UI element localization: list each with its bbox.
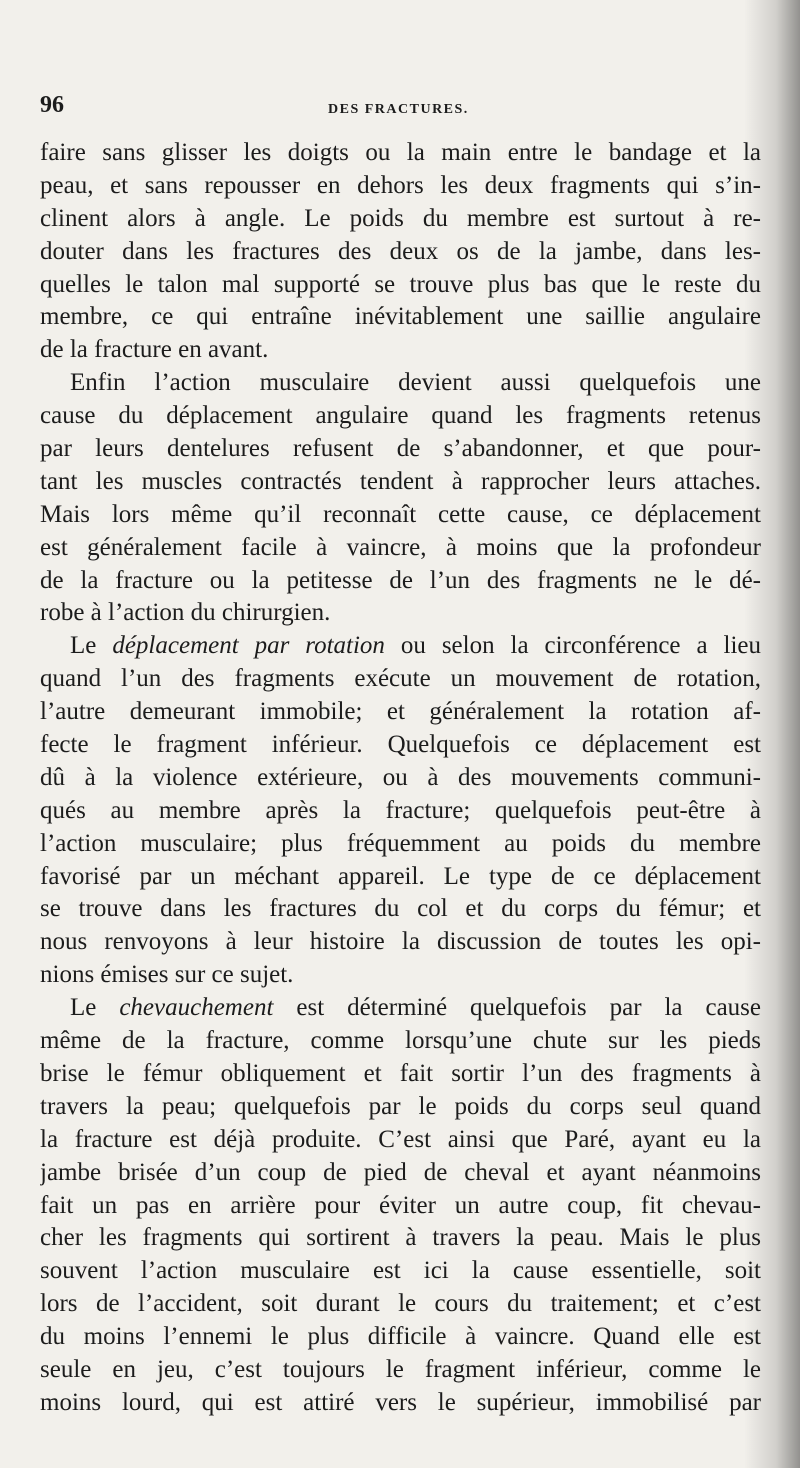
text-line: seule en jeu, c’est toujours le fragment inférieur, comme le — [40, 1355, 761, 1383]
text-line: tant les muscles contractés tendent à rapprocher leurs attaches. — [40, 467, 761, 495]
text-line: robe à l’action du chirurgien. — [40, 599, 331, 627]
text-line: nions émises sur ce sujet. — [40, 961, 294, 989]
text-line: clinent alors à angle. Le poids du membre est surtout à re- — [40, 204, 761, 232]
text-line: quelles le talon mal supporté se trouve plus bas que le reste du — [40, 270, 761, 298]
text-line: l’action musculaire; plus fréquemment au poids du membre — [40, 829, 761, 857]
body-text — [40, 137, 761, 1420]
text-line: nous renvoyons à leur histoire la discussion de toutes les opi- — [40, 928, 761, 956]
text-run: est déterminé quelquefois par la cause — [273, 994, 761, 1022]
text-line: même de la fracture, comme lorsqu’une chute sur les pieds — [40, 1027, 761, 1055]
text-line: de la fracture en avant. — [40, 336, 269, 364]
text-line: se trouve dans les fractures du col et du corps du fémur; et — [40, 895, 761, 923]
text-line: lors de l’accident, soit durant le cours du traitement; et c’est — [40, 1290, 761, 1318]
text-line: dû à la violence extérieure, ou à des mouvements communi- — [40, 763, 761, 791]
text-run: Le — [70, 994, 120, 1022]
text-line: l’autre demeurant immobile; et généralement la rotation af- — [40, 698, 761, 726]
text-line: cher les fragments qui sortirent à travers la peau. Mais le plus — [40, 1224, 761, 1252]
text-line: du moins l’ennemi le plus difficile à vaincre. Quand elle est — [40, 1323, 761, 1351]
text-line: membre, ce qui entraîne inévitablement une saillie angulaire — [40, 303, 761, 331]
text-line: jambe brisée d’un coup de pied de cheval et ayant néanmoins — [40, 1158, 761, 1186]
text-line — [40, 630, 761, 663]
text-line: Enfin l’action musculaire devient aussi quelquefois une — [70, 369, 761, 397]
running-head: DES FRACTURES. — [328, 102, 469, 117]
text-line: moins lourd, qui est attiré vers le supérieur, immobilisé par — [40, 1388, 761, 1416]
text-line: brise le fémur obliquement et fait sortir l’un des fragments à — [40, 1059, 761, 1087]
text-line: souvent l’action musculaire est ici la cause essentielle, soit — [40, 1257, 761, 1285]
text-line: travers la peau; quelquefois par le poids du corps seul quand — [40, 1092, 761, 1120]
text-line: cause du déplacement angulaire quand les fragments retenus — [40, 402, 761, 430]
text-line: est généralement facile à vaincre, à moins que la profondeur — [40, 533, 761, 561]
text-line: peau, et sans repousser en dehors les deux fragments qui s’in- — [40, 171, 761, 199]
text-line: fecte le fragment inférieur. Quelquefois ce déplacement est — [40, 731, 761, 759]
text-line: douter dans les fractures des deux os de la jambe, dans les- — [40, 237, 761, 265]
text-line: quand l’un des fragments exécute un mouvement de rotation, — [40, 665, 761, 693]
text-line: de la fracture ou la petitesse de l’un des fragments ne le dé- — [40, 566, 761, 594]
text-line: fait un pas en arrière pour éviter un autre coup, fit chevau- — [40, 1191, 761, 1219]
text-line: favorisé par un méchant appareil. Le type de ce déplacement — [40, 862, 761, 890]
text-line: qués au membre après la fracture; quelquefois peut-être à — [40, 796, 761, 824]
text-line — [40, 992, 761, 1025]
text-run: ou selon la circonférence a lieu — [384, 632, 761, 660]
text-line: Mais lors même qu’il reconnaît cette cause, ce déplacement — [40, 500, 761, 528]
text-line: la fracture est déjà produite. C’est ainsi que Paré, ayant eu la — [40, 1125, 761, 1153]
page-number: 96 — [40, 92, 64, 118]
text-run: Le — [70, 632, 113, 660]
page-header — [40, 92, 760, 122]
text-line: faire sans glisser les doigts ou la main entre le bandage et la — [40, 139, 761, 166]
italic-term: déplacement par rotation — [112, 632, 385, 660]
text-line: par leurs dentelures refusent de s’abandonner, et que pour- — [40, 435, 761, 463]
italic-term: chevauchement — [119, 994, 274, 1022]
